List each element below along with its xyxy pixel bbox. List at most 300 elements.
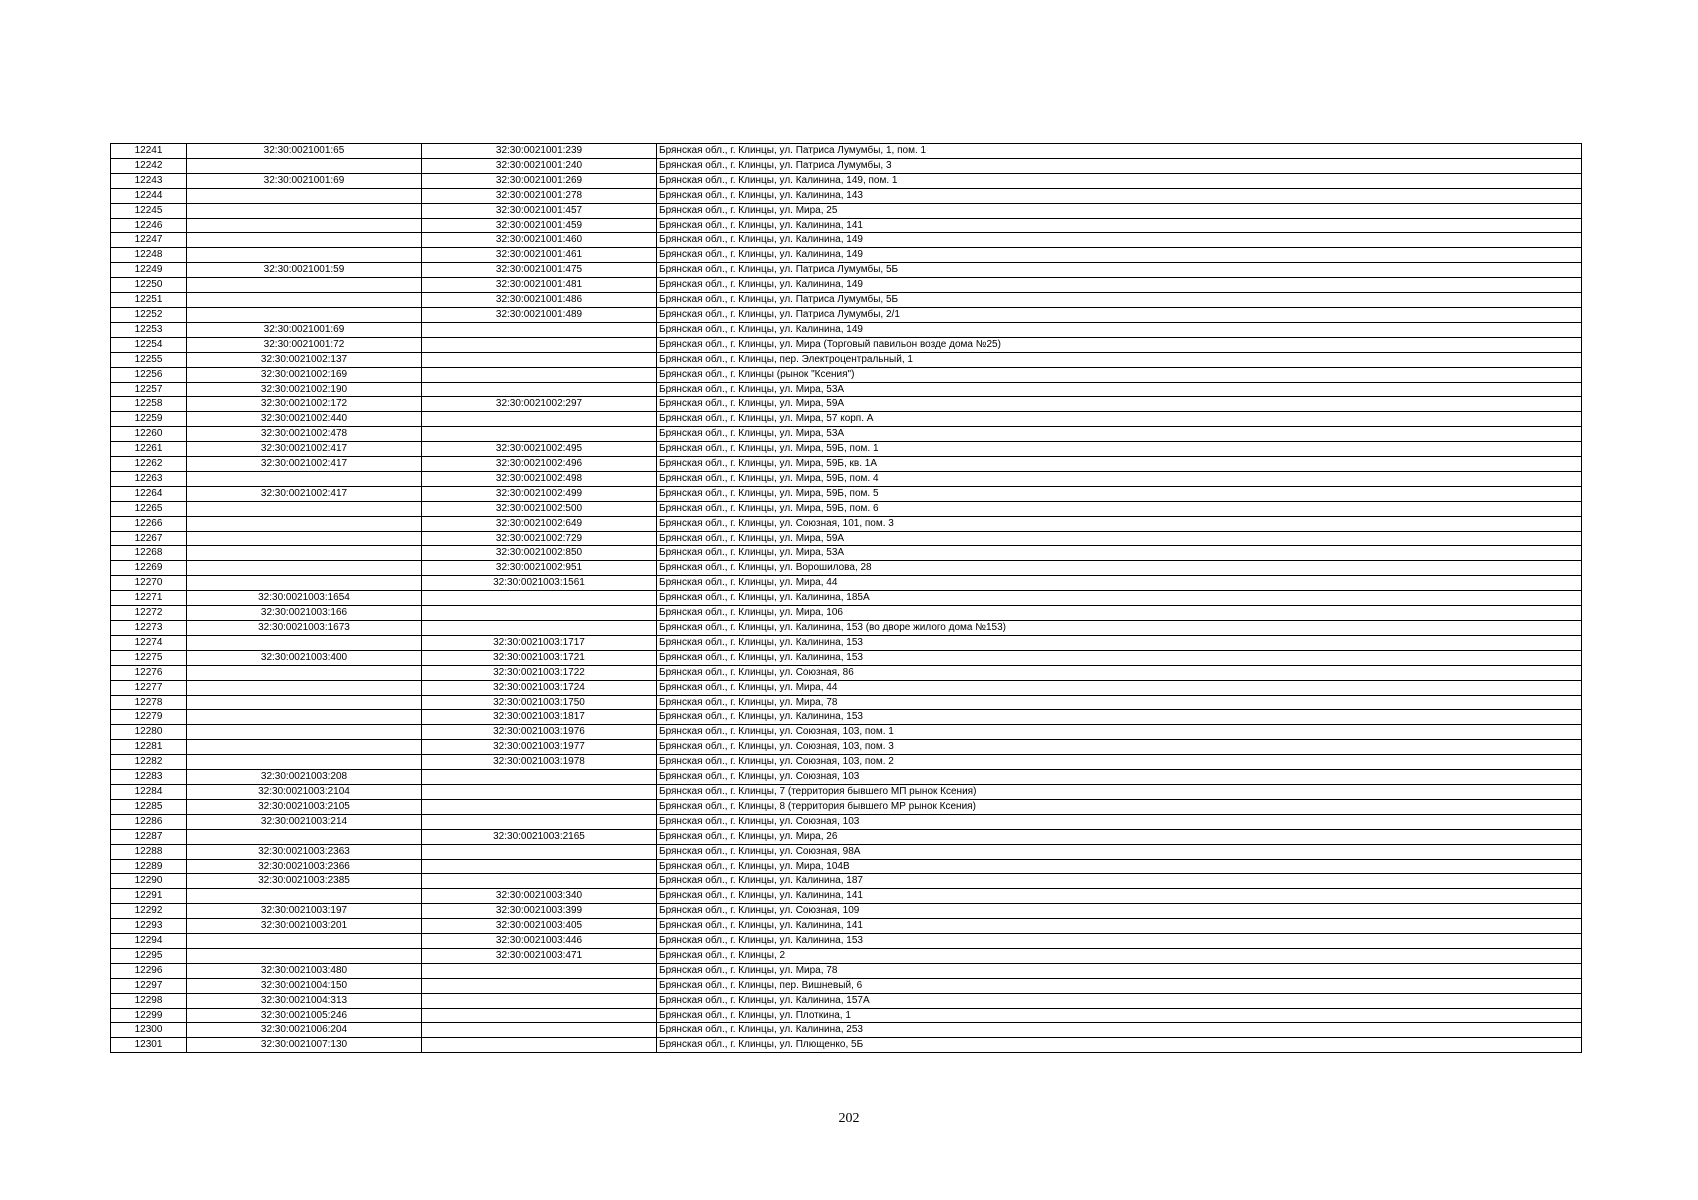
table-row [111,546,1582,561]
land-cadastral-cell [187,934,422,949]
row-number-cell: 12277 [111,680,187,695]
address-cell: Брянская обл., г. Клинцы, ул. Союзная, 109 [657,904,1582,919]
land-cadastral-cell: 32:30:0021006:204 [187,1023,422,1038]
land-cadastral-cell: 32:30:0021003:2366 [187,859,422,874]
building-cadastral-cell: 32:30:0021002:496 [422,457,657,472]
building-cadastral-cell [422,427,657,442]
building-cadastral-cell: 32:30:0021003:1817 [422,710,657,725]
building-cadastral-cell: 32:30:0021003:2165 [422,829,657,844]
address-cell: Брянская обл., г. Клинцы, 7 (территория бывшего МП рынок Ксения) [657,784,1582,799]
land-cadastral-cell: 32:30:0021002:417 [187,457,422,472]
address-cell: Брянская обл., г. Клинцы, ул. Патриса Лумумбы, 3 [657,158,1582,173]
address-cell: Брянская обл., г. Клинцы, ул. Калинина, 153 (во дворе жилого дома №153) [657,621,1582,636]
land-cadastral-cell [187,278,422,293]
row-number-cell: 12273 [111,621,187,636]
table-row [111,531,1582,546]
table-row [111,173,1582,188]
land-cadastral-cell [187,561,422,576]
building-cadastral-cell: 32:30:0021003:1724 [422,680,657,695]
row-number-cell: 12299 [111,1008,187,1023]
address-cell: Брянская обл., г. Клинцы, ул. Калинина, 141 [657,919,1582,934]
row-number-cell: 12265 [111,501,187,516]
building-cadastral-cell [422,963,657,978]
row-number-cell: 12268 [111,546,187,561]
building-cadastral-cell [422,1008,657,1023]
table-row [111,412,1582,427]
row-number-cell: 12294 [111,934,187,949]
table-row [111,1023,1582,1038]
building-cadastral-cell [422,799,657,814]
address-cell: Брянская обл., г. Клинцы, ул. Калинина, 153 [657,635,1582,650]
building-cadastral-cell: 32:30:0021001:269 [422,173,657,188]
address-cell: Брянская обл., г. Клинцы, ул. Мира, 59Б, пом. 5 [657,486,1582,501]
row-number-cell: 12284 [111,784,187,799]
row-number-cell: 12292 [111,904,187,919]
table-row [111,1038,1582,1053]
row-number-cell: 12290 [111,874,187,889]
row-number-cell: 12252 [111,307,187,322]
address-cell: Брянская обл., г. Клинцы, ул. Плющенко, 5Б [657,1038,1582,1053]
land-cadastral-cell [187,188,422,203]
building-cadastral-cell: 32:30:0021003:1978 [422,755,657,770]
table-row [111,859,1582,874]
address-cell: Брянская обл., г. Клинцы, ул. Мира, 26 [657,829,1582,844]
row-number-cell: 12270 [111,576,187,591]
building-cadastral-cell: 32:30:0021003:1721 [422,650,657,665]
address-cell: Брянская обл., г. Клинцы, ул. Мира, 104В [657,859,1582,874]
table-row [111,784,1582,799]
building-cadastral-cell [422,606,657,621]
address-cell: Брянская обл., г. Клинцы, ул. Калинина, 149 [657,322,1582,337]
address-cell: Брянская обл., г. Клинцы, ул. Ворошилова, 28 [657,561,1582,576]
land-cadastral-cell [187,725,422,740]
land-cadastral-cell [187,889,422,904]
land-cadastral-cell: 32:30:0021001:72 [187,337,422,352]
building-cadastral-cell: 32:30:0021003:405 [422,919,657,934]
table-row [111,382,1582,397]
land-cadastral-cell: 32:30:0021002:417 [187,486,422,501]
table-row [111,248,1582,263]
table-row [111,799,1582,814]
registry-table [110,143,1582,1053]
table-row [111,1008,1582,1023]
table-row [111,844,1582,859]
land-cadastral-cell: 32:30:0021002:190 [187,382,422,397]
row-number-cell: 12262 [111,457,187,472]
building-cadastral-cell: 32:30:0021001:481 [422,278,657,293]
row-number-cell: 12251 [111,293,187,308]
building-cadastral-cell [422,784,657,799]
table-row [111,337,1582,352]
address-cell: Брянская обл., г. Клинцы, ул. Патриса Лумумбы, 5Б [657,263,1582,278]
table-row [111,963,1582,978]
registry-body [111,144,1582,1053]
land-cadastral-cell [187,531,422,546]
row-number-cell: 12260 [111,427,187,442]
building-cadastral-cell: 32:30:0021003:1561 [422,576,657,591]
land-cadastral-cell [187,710,422,725]
address-cell: Брянская обл., г. Клинцы, пер. Электроцентральный, 1 [657,352,1582,367]
address-cell: Брянская обл., г. Клинцы, ул. Калинина, 187 [657,874,1582,889]
land-cadastral-cell: 32:30:0021003:1654 [187,591,422,606]
table-row [111,740,1582,755]
row-number-cell: 12256 [111,367,187,382]
address-cell: Брянская обл., г. Клинцы, ул. Союзная, 103, пом. 1 [657,725,1582,740]
building-cadastral-cell: 32:30:0021003:399 [422,904,657,919]
address-cell: Брянская обл., г. Клинцы, ул. Мира, 53А [657,382,1582,397]
building-cadastral-cell: 32:30:0021002:729 [422,531,657,546]
table-row [111,158,1582,173]
address-cell: Брянская обл., г. Клинцы, ул. Мира, 44 [657,576,1582,591]
building-cadastral-cell: 32:30:0021002:850 [422,546,657,561]
table-row [111,278,1582,293]
table-row [111,904,1582,919]
table-row [111,322,1582,337]
table-row [111,934,1582,949]
land-cadastral-cell: 32:30:0021003:214 [187,814,422,829]
row-number-cell: 12282 [111,755,187,770]
address-cell: Брянская обл., г. Клинцы, ул. Мира, 106 [657,606,1582,621]
row-number-cell: 12244 [111,188,187,203]
row-number-cell: 12266 [111,516,187,531]
address-cell: Брянская обл., г. Клинцы, ул. Мира, 59Б, пом. 1 [657,442,1582,457]
building-cadastral-cell [422,859,657,874]
building-cadastral-cell: 32:30:0021002:951 [422,561,657,576]
address-cell: Брянская обл., г. Клинцы, ул. Мира, 59Б, кв. 1А [657,457,1582,472]
land-cadastral-cell: 32:30:0021002:417 [187,442,422,457]
row-number-cell: 12274 [111,635,187,650]
row-number-cell: 12250 [111,278,187,293]
land-cadastral-cell [187,248,422,263]
building-cadastral-cell [422,352,657,367]
row-number-cell: 12295 [111,948,187,963]
table-row [111,621,1582,636]
land-cadastral-cell: 32:30:0021001:65 [187,144,422,159]
row-number-cell: 12276 [111,665,187,680]
address-cell: Брянская обл., г. Клинцы, ул. Калинина, 149, пом. 1 [657,173,1582,188]
row-number-cell: 12287 [111,829,187,844]
building-cadastral-cell: 32:30:0021003:1977 [422,740,657,755]
building-cadastral-cell: 32:30:0021001:278 [422,188,657,203]
land-cadastral-cell: 32:30:0021003:201 [187,919,422,934]
table-row [111,606,1582,621]
address-cell: Брянская обл., г. Клинцы, ул. Калинина, 141 [657,218,1582,233]
address-cell: Брянская обл., г. Клинцы, ул. Патриса Лумумбы, 5Б [657,293,1582,308]
table-row [111,233,1582,248]
land-cadastral-cell [187,740,422,755]
address-cell: Брянская обл., г. Клинцы, ул. Союзная, 101, пом. 3 [657,516,1582,531]
table-row [111,427,1582,442]
building-cadastral-cell [422,412,657,427]
building-cadastral-cell: 32:30:0021003:340 [422,889,657,904]
address-cell: Брянская обл., г. Клинцы, ул. Мира, 59Б, пом. 4 [657,471,1582,486]
row-number-cell: 12241 [111,144,187,159]
land-cadastral-cell [187,293,422,308]
row-number-cell: 12293 [111,919,187,934]
land-cadastral-cell: 32:30:0021003:480 [187,963,422,978]
land-cadastral-cell [187,307,422,322]
land-cadastral-cell: 32:30:0021002:172 [187,397,422,412]
table-row [111,352,1582,367]
building-cadastral-cell [422,337,657,352]
building-cadastral-cell [422,621,657,636]
address-cell: Брянская обл., г. Клинцы, ул. Калинина, 153 [657,650,1582,665]
table-row [111,650,1582,665]
address-cell: Брянская обл., г. Клинцы, ул. Мира, 25 [657,203,1582,218]
table-row [111,829,1582,844]
building-cadastral-cell [422,993,657,1008]
land-cadastral-cell: 32:30:0021002:440 [187,412,422,427]
building-cadastral-cell: 32:30:0021003:471 [422,948,657,963]
land-cadastral-cell [187,829,422,844]
building-cadastral-cell: 32:30:0021002:297 [422,397,657,412]
row-number-cell: 12255 [111,352,187,367]
row-number-cell: 12297 [111,978,187,993]
land-cadastral-cell: 32:30:0021002:169 [187,367,422,382]
row-number-cell: 12279 [111,710,187,725]
land-cadastral-cell: 32:30:0021002:478 [187,427,422,442]
row-number-cell: 12285 [111,799,187,814]
row-number-cell: 12300 [111,1023,187,1038]
land-cadastral-cell: 32:30:0021003:197 [187,904,422,919]
address-cell: Брянская обл., г. Клинцы, ул. Мира, 59Б, пом. 6 [657,501,1582,516]
address-cell: Брянская обл., г. Клинцы, ул. Патриса Лумумбы, 1, пом. 1 [657,144,1582,159]
row-number-cell: 12264 [111,486,187,501]
building-cadastral-cell [422,1023,657,1038]
row-number-cell: 12242 [111,158,187,173]
row-number-cell: 12283 [111,770,187,785]
address-cell: Брянская обл., г. Клинцы, ул. Мира, 78 [657,963,1582,978]
land-cadastral-cell: 32:30:0021003:400 [187,650,422,665]
building-cadastral-cell: 32:30:0021002:649 [422,516,657,531]
land-cadastral-cell [187,203,422,218]
row-number-cell: 12249 [111,263,187,278]
row-number-cell: 12281 [111,740,187,755]
row-number-cell: 12253 [111,322,187,337]
table-row [111,755,1582,770]
address-cell: Брянская обл., г. Клинцы, ул. Калинина, 149 [657,278,1582,293]
row-number-cell: 12301 [111,1038,187,1053]
address-cell: Брянская обл., г. Клинцы, пер. Вишневый, 6 [657,978,1582,993]
row-number-cell: 12263 [111,471,187,486]
table-row [111,770,1582,785]
land-cadastral-cell [187,546,422,561]
address-cell: Брянская обл., г. Клинцы, ул. Патриса Лумумбы, 2/1 [657,307,1582,322]
building-cadastral-cell: 32:30:0021001:459 [422,218,657,233]
building-cadastral-cell: 32:30:0021001:475 [422,263,657,278]
table-row [111,948,1582,963]
address-cell: Брянская обл., г. Клинцы, ул. Плоткина, 1 [657,1008,1582,1023]
land-cadastral-cell [187,516,422,531]
building-cadastral-cell: 32:30:0021003:1722 [422,665,657,680]
address-cell: Брянская обл., г. Клинцы, ул. Союзная, 103, пом. 2 [657,755,1582,770]
building-cadastral-cell: 32:30:0021001:460 [422,233,657,248]
land-cadastral-cell [187,233,422,248]
land-cadastral-cell: 32:30:0021003:166 [187,606,422,621]
land-cadastral-cell: 32:30:0021007:130 [187,1038,422,1053]
table-row [111,725,1582,740]
land-cadastral-cell: 32:30:0021004:150 [187,978,422,993]
page-number: 202 [838,1111,860,1126]
table-row [111,471,1582,486]
row-number-cell: 12257 [111,382,187,397]
table-row [111,516,1582,531]
table-row [111,814,1582,829]
building-cadastral-cell [422,367,657,382]
land-cadastral-cell [187,948,422,963]
table-row [111,501,1582,516]
address-cell: Брянская обл., г. Клинцы, ул. Калинина, 143 [657,188,1582,203]
address-cell: Брянская обл., г. Клинцы, ул. Мира, 78 [657,695,1582,710]
building-cadastral-cell [422,770,657,785]
table-row [111,486,1582,501]
table-row [111,576,1582,591]
land-cadastral-cell [187,635,422,650]
building-cadastral-cell: 32:30:0021003:1976 [422,725,657,740]
table-row [111,710,1582,725]
address-cell: Брянская обл., г. Клинцы, ул. Союзная, 86 [657,665,1582,680]
address-cell: Брянская обл., г. Клинцы, ул. Мира, 59А [657,397,1582,412]
table-row [111,665,1582,680]
address-cell: Брянская обл., г. Клинцы, ул. Мира, 53А [657,546,1582,561]
building-cadastral-cell [422,844,657,859]
land-cadastral-cell: 32:30:0021004:313 [187,993,422,1008]
address-cell: Брянская обл., г. Клинцы, ул. Союзная, 98А [657,844,1582,859]
row-number-cell: 12254 [111,337,187,352]
land-cadastral-cell [187,471,422,486]
address-cell: Брянская обл., г. Клинцы, ул. Калинина, 253 [657,1023,1582,1038]
building-cadastral-cell: 32:30:0021003:446 [422,934,657,949]
land-cadastral-cell: 32:30:0021003:2363 [187,844,422,859]
land-cadastral-cell: 32:30:0021003:1673 [187,621,422,636]
row-number-cell: 12278 [111,695,187,710]
row-number-cell: 12248 [111,248,187,263]
table-row [111,874,1582,889]
table-row [111,144,1582,159]
building-cadastral-cell: 32:30:0021001:457 [422,203,657,218]
building-cadastral-cell: 32:30:0021002:500 [422,501,657,516]
building-cadastral-cell [422,874,657,889]
row-number-cell: 12275 [111,650,187,665]
land-cadastral-cell: 32:30:0021001:69 [187,322,422,337]
building-cadastral-cell: 32:30:0021001:239 [422,144,657,159]
land-cadastral-cell: 32:30:0021003:2105 [187,799,422,814]
table-row [111,307,1582,322]
row-number-cell: 12288 [111,844,187,859]
address-cell: Брянская обл., г. Клинцы, ул. Союзная, 103, пом. 3 [657,740,1582,755]
building-cadastral-cell [422,1038,657,1053]
address-cell: Брянская обл., г. Клинцы, 8 (территория бывшего МР рынок Ксения) [657,799,1582,814]
table-row [111,218,1582,233]
row-number-cell: 12259 [111,412,187,427]
land-cadastral-cell: 32:30:0021001:69 [187,173,422,188]
row-number-cell: 12269 [111,561,187,576]
building-cadastral-cell: 32:30:0021001:461 [422,248,657,263]
address-cell: Брянская обл., г. Клинцы, ул. Мира, 59А [657,531,1582,546]
address-cell: Брянская обл., г. Клинцы, ул. Калинина, 153 [657,934,1582,949]
table-row [111,978,1582,993]
address-cell: Брянская обл., г. Клинцы (рынок "Ксения") [657,367,1582,382]
row-number-cell: 12272 [111,606,187,621]
building-cadastral-cell [422,978,657,993]
address-cell: Брянская обл., г. Клинцы, ул. Калинина, 149 [657,233,1582,248]
land-cadastral-cell [187,680,422,695]
land-cadastral-cell [187,665,422,680]
land-cadastral-cell: 32:30:0021003:2104 [187,784,422,799]
row-number-cell: 12280 [111,725,187,740]
address-cell: Брянская обл., г. Клинцы, ул. Мира, 57 корп. А [657,412,1582,427]
table-row [111,367,1582,382]
table-row [111,993,1582,1008]
land-cadastral-cell [187,755,422,770]
land-cadastral-cell: 32:30:0021005:246 [187,1008,422,1023]
table-row [111,188,1582,203]
address-cell: Брянская обл., г. Клинцы, ул. Мира, 44 [657,680,1582,695]
row-number-cell: 12246 [111,218,187,233]
land-cadastral-cell [187,501,422,516]
row-number-cell: 12258 [111,397,187,412]
row-number-cell: 12286 [111,814,187,829]
table-row [111,591,1582,606]
land-cadastral-cell [187,695,422,710]
address-cell: Брянская обл., г. Клинцы, 2 [657,948,1582,963]
building-cadastral-cell: 32:30:0021002:495 [422,442,657,457]
building-cadastral-cell [422,382,657,397]
address-cell: Брянская обл., г. Клинцы, ул. Калинина, 185А [657,591,1582,606]
land-cadastral-cell: 32:30:0021003:208 [187,770,422,785]
table-row [111,263,1582,278]
building-cadastral-cell: 32:30:0021003:1750 [422,695,657,710]
row-number-cell: 12271 [111,591,187,606]
building-cadastral-cell [422,322,657,337]
address-cell: Брянская обл., г. Клинцы, ул. Союзная, 103 [657,814,1582,829]
table-row [111,293,1582,308]
table-row [111,561,1582,576]
address-cell: Брянская обл., г. Клинцы, ул. Калинина, 141 [657,889,1582,904]
row-number-cell: 12261 [111,442,187,457]
land-cadastral-cell: 32:30:0021002:137 [187,352,422,367]
land-cadastral-cell: 32:30:0021001:59 [187,263,422,278]
row-number-cell: 12245 [111,203,187,218]
table-row [111,442,1582,457]
address-cell: Брянская обл., г. Клинцы, ул. Мира, 53А [657,427,1582,442]
row-number-cell: 12243 [111,173,187,188]
land-cadastral-cell [187,158,422,173]
table-row [111,203,1582,218]
table-row [111,680,1582,695]
table-row [111,635,1582,650]
row-number-cell: 12291 [111,889,187,904]
row-number-cell: 12267 [111,531,187,546]
building-cadastral-cell: 32:30:0021003:1717 [422,635,657,650]
row-number-cell: 12247 [111,233,187,248]
table-row [111,695,1582,710]
address-cell: Брянская обл., г. Клинцы, ул. Союзная, 103 [657,770,1582,785]
land-cadastral-cell [187,218,422,233]
table-row [111,397,1582,412]
address-cell: Брянская обл., г. Клинцы, ул. Калинина, 157А [657,993,1582,1008]
building-cadastral-cell: 32:30:0021002:498 [422,471,657,486]
table-row [111,457,1582,472]
row-number-cell: 12298 [111,993,187,1008]
address-cell: Брянская обл., г. Клинцы, ул. Мира (Торговый павильон возде дома №25) [657,337,1582,352]
row-number-cell: 12289 [111,859,187,874]
land-cadastral-cell [187,576,422,591]
table-row [111,919,1582,934]
address-cell: Брянская обл., г. Клинцы, ул. Калинина, 153 [657,710,1582,725]
row-number-cell: 12296 [111,963,187,978]
address-cell: Брянская обл., г. Клинцы, ул. Калинина, 149 [657,248,1582,263]
